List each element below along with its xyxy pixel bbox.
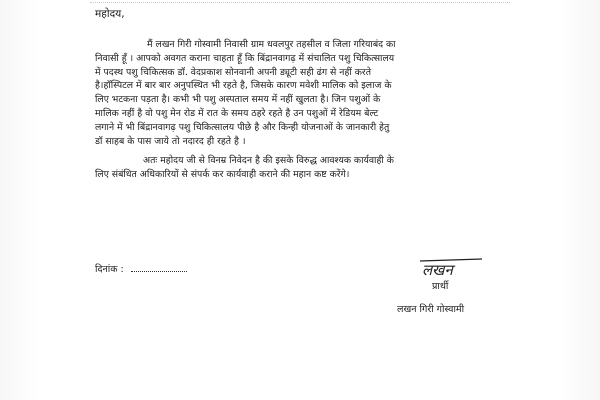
sender-name: लखन गिरी गोस्वामी: [397, 304, 465, 315]
signature: [418, 256, 488, 282]
body-line: मैं लखन गिरी गोस्वामी निवासी ग्राम धवलपुर तहसील व जिला गरियाबंद का: [147, 39, 396, 50]
request-line: अतः महोदय जी से विनम्र निवेदन है की इसके विरुद्ध आवश्यक कार्यवाही के: [143, 155, 394, 167]
date-blank-line: [131, 262, 187, 272]
complaint-paragraph: [95, 38, 530, 148]
body-line: है।हॉस्पिटल में बार बार अनुपस्थित भी रहते है, जिसके कारण मवेशी मालिक को इलाज के: [95, 80, 392, 92]
request-paragraph: [95, 154, 530, 182]
request-line: लिए संबंधित अधिकारियों से संपर्क कर कार्यवाही कराने की महान कष्ट करेंगे।: [95, 169, 350, 181]
salutation: महोदय,: [95, 8, 125, 20]
body-line: में पदस्थ पशु चिकित्सक डॉ. वेदप्रकाश सोनवानी अपनी ड्यूटी सही ढंग से नहीं करते: [95, 66, 371, 78]
date-label: दिनांक :: [95, 264, 124, 275]
body-line: निवासी हूँ । आपको अवगत कराना चाहता हूँ कि बिंद्रानवागढ़ में संचालित पशु चिकित्सालय: [95, 52, 395, 64]
applicant-label: प्रार्थी: [432, 281, 449, 292]
body-line: मालिक नहीं है वो पशु मेन रोड में रात के समय ठहरे रहते है उन पशुओं में रेडियम बेल्ट: [95, 107, 379, 119]
date-field: [95, 262, 187, 276]
body-line: डॉ साहब के पास जाये तो नदारद ही रहते है ।: [95, 135, 246, 147]
body-line: लगाने में भी बिंद्रानवागढ़ पशु चिकित्सालय पीछे है और किन्ही योजनाओं के जानकारी हेतु: [95, 121, 390, 133]
cropped-top-edge: [90, 0, 510, 3]
body-line: लिए भटकना पड़ता है। कभी भी पशु अस्पताल समय में नहीं खुलता है। जिन पशुओं के: [95, 94, 381, 106]
letter-body: [95, 24, 530, 182]
signature-text: लखन: [422, 261, 453, 279]
